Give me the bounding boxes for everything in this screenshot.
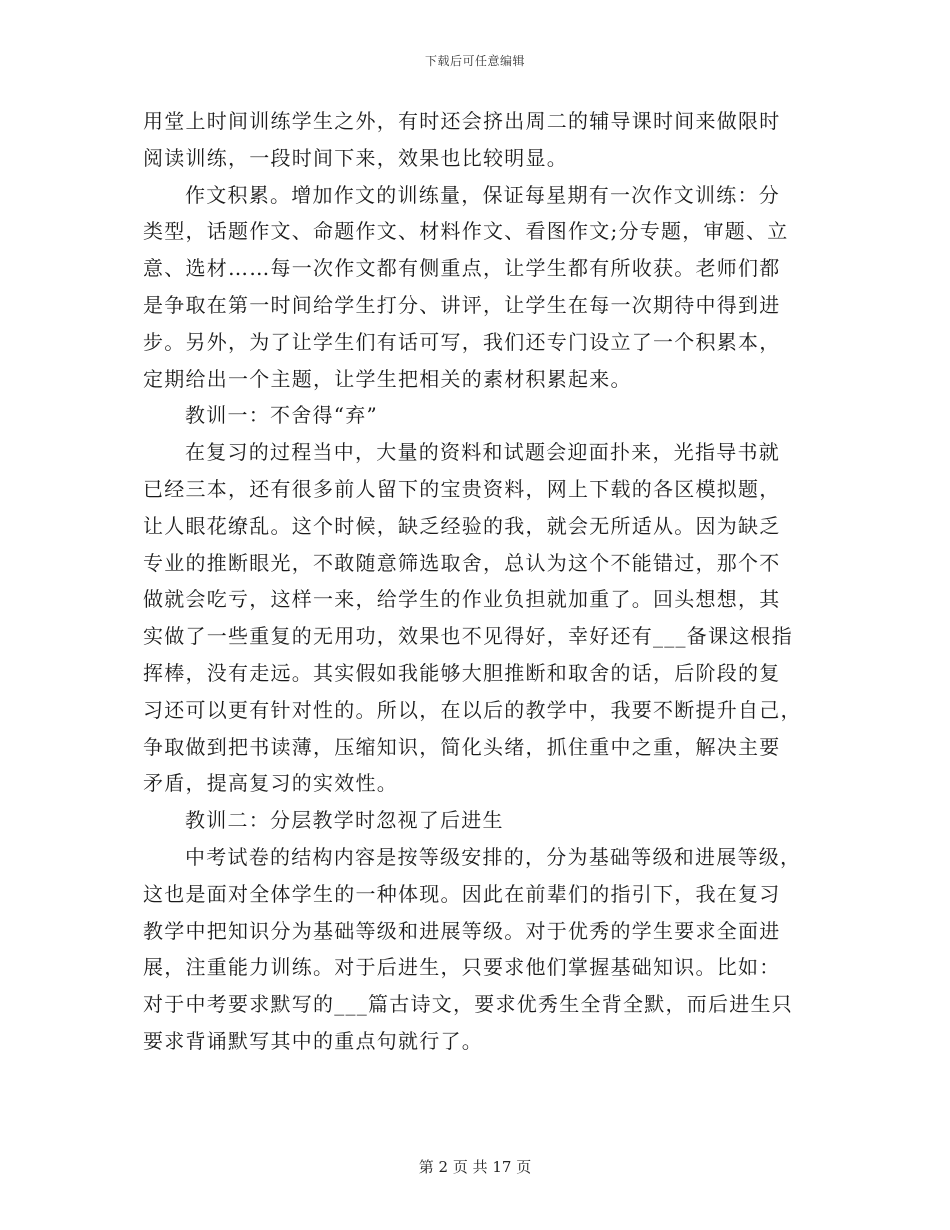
text-line: 中考试卷的结构内容是按等级安排的，分为基础等级和进展等级， — [185, 844, 802, 869]
text-line: 实做了一些重复的无用功，效果也不见得好，幸好还有___备课这根指 — [143, 624, 793, 649]
text-line: 意、选材……每一次作文都有侧重点，让学生都有所收获。老师们都 — [143, 256, 781, 281]
text-line: 要求背诵默写其中的重点句就行了。 — [143, 1028, 483, 1053]
text-line: 矛盾，提高复习的实效性。 — [143, 771, 398, 796]
text-line: 作文积累。增加作文的训练量，保证每星期有一次作文训练：分 — [185, 182, 780, 207]
text-line: 用堂上时间训练学生之外，有时还会挤出周二的辅导课时间来做限时 — [143, 109, 781, 133]
text-line: 教训一：不舍得“弃” — [185, 403, 378, 428]
document-body — [143, 103, 811, 1060]
text-line: 习还可以更有针对性的。所以，在以后的教学中，我要不断提升自己， — [143, 697, 802, 722]
text-line: 类型，话题作文、命题作文、材料作文、看图作文;分专题，审题、立 — [143, 219, 789, 244]
text-line: 争取做到把书读薄，压缩知识，简化头绪，抓住重中之重，解决主要 — [143, 734, 781, 759]
text-line: 专业的推断眼光，不敢随意筛选取舍，总认为这个不能错过，那个不 — [143, 550, 781, 575]
text-line: 教学中把知识分为基础等级和进展等级。对于优秀的学生要求全面进 — [143, 918, 781, 943]
text-line: 做就会吃亏，这样一来，给学生的作业负担就加重了。回头想想，其 — [143, 587, 781, 612]
text-line: 对于中考要求默写的___篇古诗文，要求优秀生全背全默，而后进生只 — [143, 992, 793, 1017]
page-number: 第 2 页 共 17 页 — [418, 1158, 532, 1176]
text-line: 阅读训练，一段时间下来，效果也比较明显。 — [143, 145, 568, 170]
text-line: 定期给出一个主题，让学生把相关的素材积累起来。 — [143, 366, 632, 391]
text-line: 在复习的过程当中，大量的资料和试题会迎面扑来，光指导书就 — [185, 440, 780, 465]
text-line: 挥棒，没有走远。其实假如我能够大胆推断和取舍的话，后阶段的复 — [143, 660, 781, 685]
text-line: 是争取在第一时间给学生打分、讲评，让学生在每一次期待中得到进 — [143, 292, 781, 317]
text-line: 已经三本，还有很多前人留下的宝贵资料，网上下载的各区模拟题， — [143, 476, 781, 501]
text-line: 让人眼花缭乱。这个时候，缺乏经验的我，就会无所适从。因为缺乏 — [143, 513, 781, 538]
text-line: 这也是面对全体学生的一种体现。因此在前辈们的指引下，我在复习 — [143, 881, 781, 906]
text-line: 步。另外，为了让学生们有话可写，我们还专门设立了一个积累本， — [143, 329, 781, 354]
page-header-note: 下载后可任意编辑 — [424, 54, 525, 68]
text-line: 教训二：分层教学时忽视了后进生 — [185, 808, 504, 833]
text-line: 展，注重能力训练。对于后进生，只要求他们掌握基础知识。比如： — [143, 955, 781, 980]
